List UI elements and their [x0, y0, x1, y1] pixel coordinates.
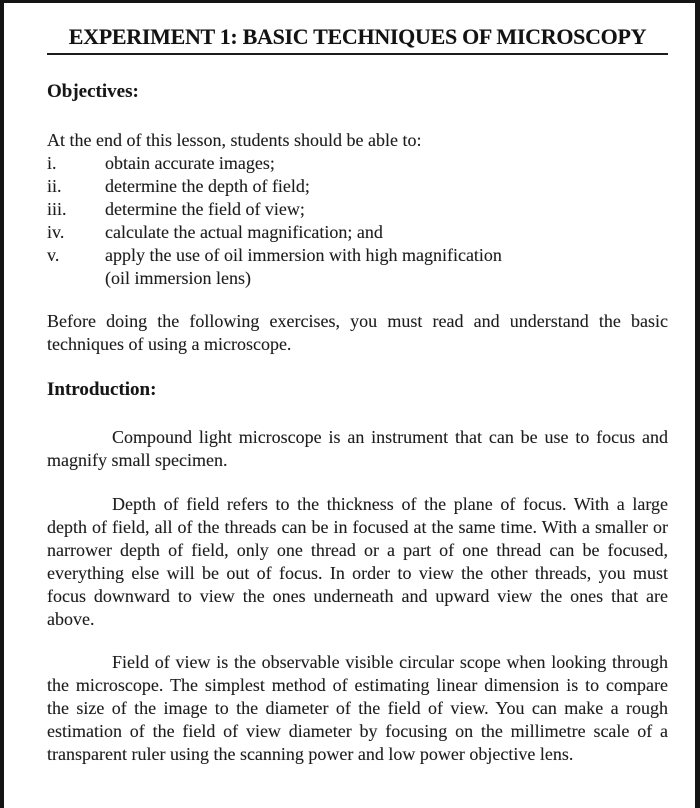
list-item-text: determine the depth of field; [105, 176, 310, 196]
objectives-lead: At the end of this lesson, students should be able to: [47, 130, 422, 150]
list-item-text: calculate the actual magnification; and [105, 222, 383, 242]
list-item-text: obtain accurate images; [105, 153, 275, 173]
list-item-text: (oil immersion lens) [105, 268, 251, 288]
list-item-text: determine the field of view; [105, 199, 305, 219]
objectives-heading: Objectives: [47, 81, 139, 102]
list-item [47, 244, 668, 267]
list-item-numeral: ii. [47, 176, 62, 196]
introduction-paragraph-3: Field of view is the observable visible circular scope when looking through the microscope. The simplest method of estimating linear dimension is to compare the size of the image to the diameter of the field of view. You can make a rough estimation of the field of view diameter by focusing on the millimetre scale of a transparent ruler using the scanning power and low power objective lens. [47, 652, 668, 764]
list-item-continuation [47, 267, 668, 290]
list-item-numeral: i. [47, 153, 57, 173]
list-item-numeral [47, 267, 105, 290]
objectives-list [47, 152, 668, 290]
list-item-numeral: iii. [47, 199, 67, 219]
list-item-text: apply the use of oil immersion with high magnification [105, 245, 502, 265]
introduction-heading: Introduction: [47, 379, 157, 400]
list-item [47, 198, 668, 221]
title-block [47, 24, 668, 55]
introduction-paragraph-1: Compound light microscope is an instrument that can be use to focus and magnify small specimen. [47, 427, 668, 470]
list-item [47, 221, 668, 244]
page-title: EXPERIMENT 1: BASIC TECHNIQUES OF MICROSCOPY [68, 24, 647, 49]
list-item-numeral: v. [47, 245, 60, 265]
introduction-paragraph-2: Depth of field refers to the thickness of the plane of focus. With a large depth of field, all of the threads can be in focused at the same time. With a smaller or narrower depth of field, only one thread or a part of one thread can be focused, everything else will be out of focus. In order to view the other threads, you must focus downward to view the ones underneath and upward view the ones that are above. [47, 494, 668, 629]
list-item-numeral: iv. [47, 222, 65, 242]
list-item [47, 152, 668, 175]
note-paragraph: Before doing the following exercises, you must read and understand the basic techniques of using a microscope. [47, 311, 668, 354]
page-content [4, 3, 695, 766]
list-item [47, 175, 668, 198]
